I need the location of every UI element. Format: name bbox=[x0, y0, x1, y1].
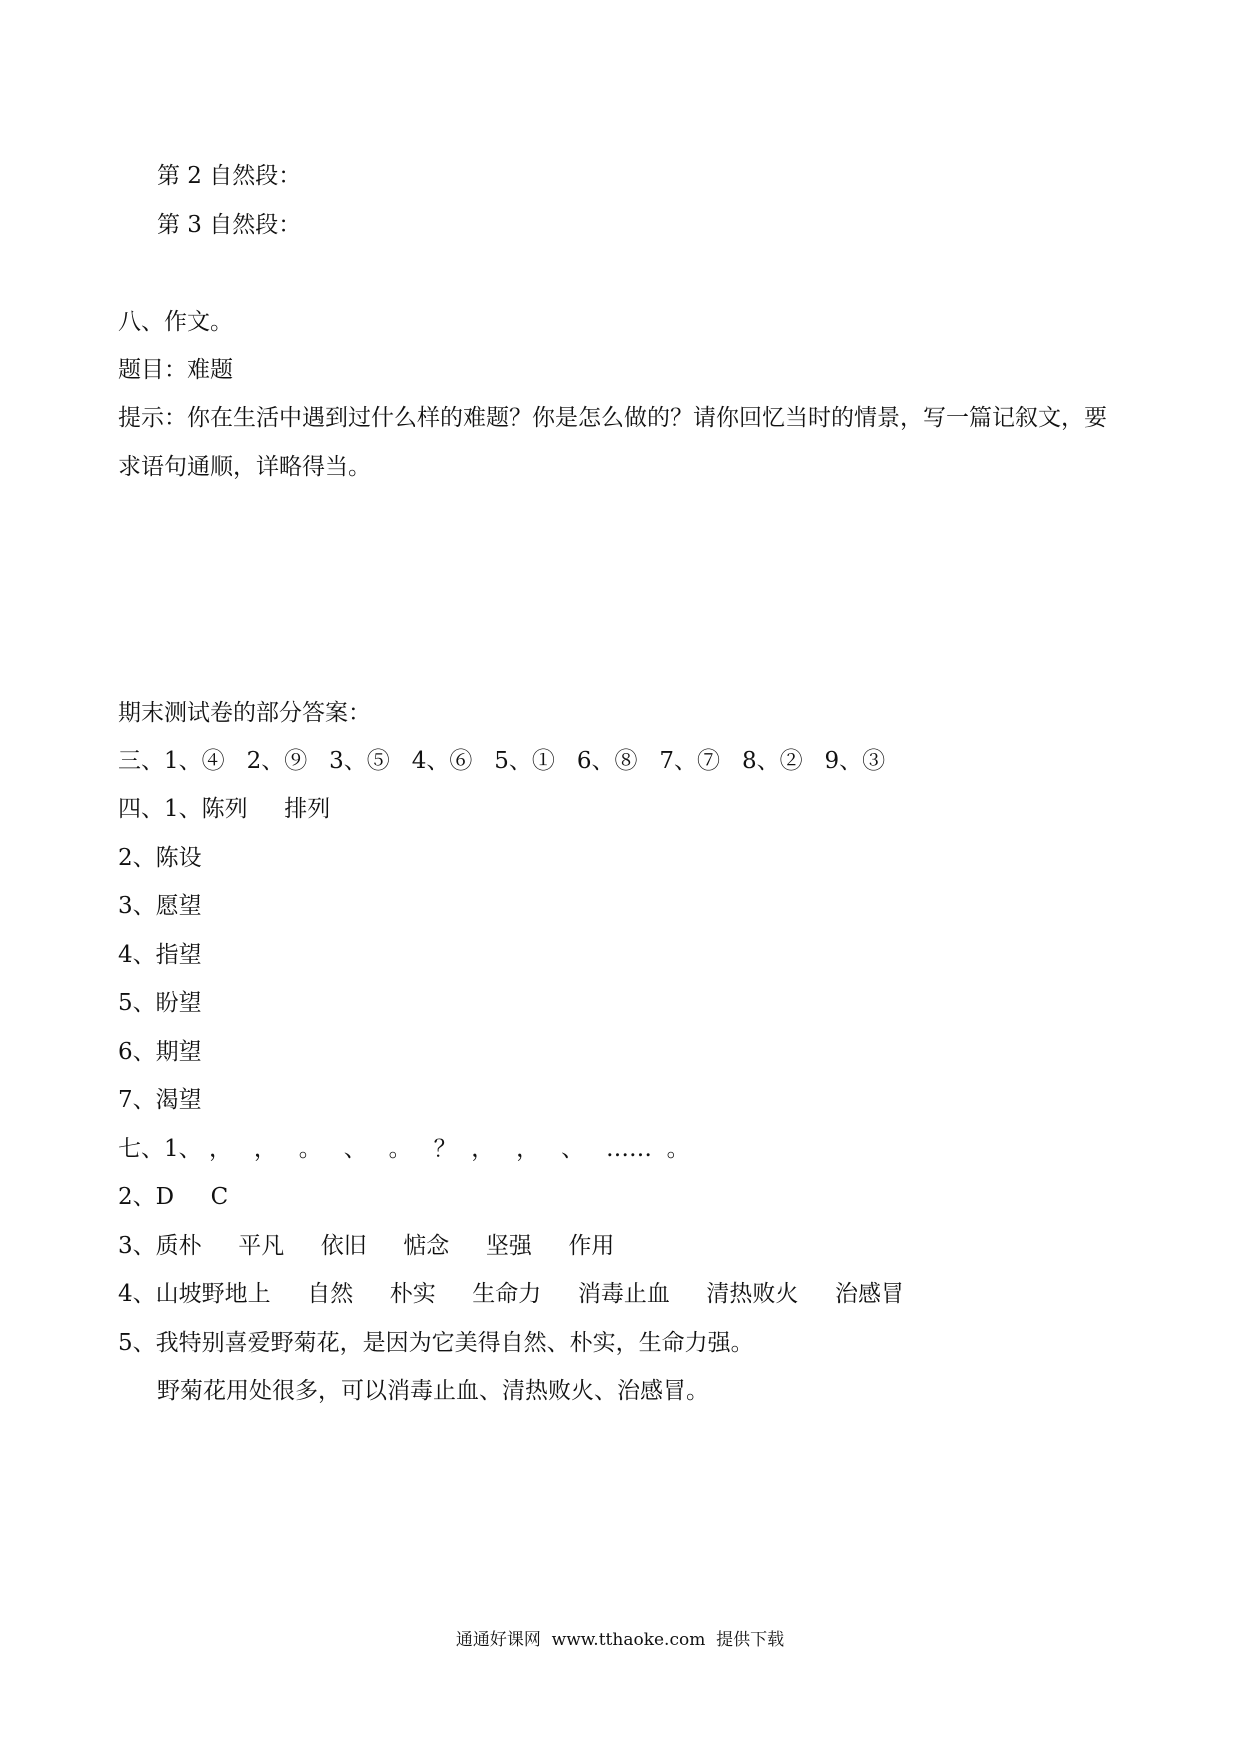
answer-section-4-line-2: 2、陈设 bbox=[118, 845, 202, 871]
page-footer: 通通好课网 www.tthaoke.com 提供下载 bbox=[455, 1630, 785, 1650]
composition-hint: 提示：你在生活中遇到过什么样的难题？你是怎么做的？请你回忆当时的情景，写一篇记叙文，要求语句通顺，详略得当。 bbox=[118, 405, 1107, 480]
composition-topic: 题目：难题 bbox=[118, 357, 233, 383]
answer-section-7-line-3: 3、质朴 平凡 依旧 惦念 坚强 作用 bbox=[118, 1233, 615, 1259]
paragraph-2-label: 第 2 自然段： bbox=[157, 163, 302, 189]
answer-section-3: 三、1、④ 2、⑨ 3、⑤ 4、⑥ 5、① 6、⑧ 7、⑦ 8、② 9、③ bbox=[118, 748, 886, 774]
answer-section-7-line-4: 4、山坡野地上 自然 朴实 生命力 消毒止血 清热败火 治感冒 bbox=[118, 1281, 904, 1307]
answer-section-4-line-5: 5、盼望 bbox=[118, 990, 202, 1016]
answer-section-4-line-4: 4、指望 bbox=[118, 942, 202, 968]
answer-section-7-line-5: 5、我特别喜爱野菊花，是因为它美得自然、朴实，生命力强。 bbox=[118, 1330, 754, 1356]
answer-section-4-line-3: 3、愿望 bbox=[118, 893, 202, 919]
answer-section-4-line-6: 6、期望 bbox=[118, 1039, 202, 1065]
answer-section-7-line-6: 野菊花用处很多，可以消毒止血、清热败火、治感冒。 bbox=[157, 1378, 709, 1404]
answer-section-7-line-1: 七、1、 ， ， 。 、 。 ？ ， ， 、 …… 。 bbox=[118, 1136, 690, 1162]
composition-heading: 八、作文。 bbox=[118, 309, 233, 335]
paragraph-3-label: 第 3 自然段： bbox=[157, 212, 302, 238]
answer-section-4-line-7: 7、渴望 bbox=[118, 1087, 202, 1113]
answer-section-4-line-1: 四、1、陈列 排列 bbox=[118, 796, 331, 822]
answer-section-7-line-2: 2、D C bbox=[118, 1184, 229, 1210]
answers-title: 期末测试卷的部分答案： bbox=[118, 700, 371, 726]
